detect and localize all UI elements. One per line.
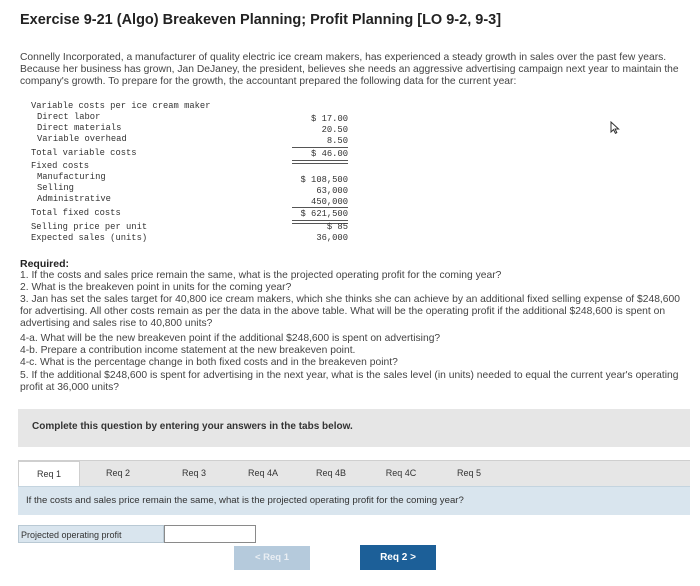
- requirement-item: 4-a. What will be the new breakeven point if the additional $248,600 is spent on advertising?: [20, 333, 441, 344]
- administrative-value: 450,000: [311, 197, 348, 207]
- question-bar: [18, 486, 690, 515]
- selling-label: Selling: [37, 183, 74, 193]
- tab-req-4c[interactable]: Req 4C: [385, 468, 417, 478]
- tab-req-3[interactable]: Req 3: [181, 468, 207, 478]
- requirement-item: 1. If the costs and sales price remain the same, what is the projected operating profit for the coming year?: [20, 270, 502, 281]
- required-heading: Required:: [20, 258, 70, 270]
- requirement-tabs: [18, 460, 690, 486]
- requirement-item: 3. Jan has set the sales target for 40,800 ice cream makers, which she thinks she can achieve by an additional fixed selling expense of $248,600 for advertising. All other costs remain as per the data in the above table. What will be the operating profit if the additional $248,600 is spent on advertising and sales rise to 40,800 units?: [20, 294, 680, 329]
- direct-labor-value: $ 17.00: [311, 114, 348, 124]
- requirement-item: 2. What is the breakeven point in units for the coming year?: [20, 282, 292, 293]
- answer-label: Projected operating profit: [18, 525, 164, 543]
- question-text: If the costs and sales price remain the same, what is the projected operating profit for the coming year?: [26, 495, 464, 506]
- tab-req-2[interactable]: Req 2: [105, 468, 131, 478]
- tab-req-4b[interactable]: Req 4B: [315, 468, 347, 478]
- requirement-item: 5. If the additional $248,600 is spent for advertising in the next year, what is the sales level (in units) needed to equal the current year's operating profit at 36,000 units?: [20, 370, 679, 393]
- variable-overhead-value: 8.50: [326, 136, 348, 146]
- total-fixed-value: $ 621,500: [300, 209, 348, 219]
- prev-req-button[interactable]: < Req 1: [234, 546, 310, 570]
- expected-sales-value: 36,000: [316, 233, 348, 243]
- next-req-button[interactable]: Req 2 >: [360, 545, 436, 570]
- tab-req-1[interactable]: Req 1: [18, 461, 80, 487]
- total-double-rule: [292, 160, 348, 164]
- selling-price-label: Selling price per unit: [31, 222, 148, 232]
- total-variable-value: $ 46.00: [311, 149, 348, 159]
- direct-materials-label: Direct materials: [37, 123, 122, 133]
- intro-paragraph: Connelly Incorporated, a manufacturer of quality electric ice cream makers, has experienced a steady growth in sales over the past few years. Because her business has grown, Jan DeJaney, the president, believes she needs an aggressive advertising campaign next year to maintain the company's growth. To prepare for the growth, the accountant prepared the following data for the current year:: [20, 52, 679, 87]
- direct-materials-value: 20.50: [321, 125, 348, 135]
- total-fixed-label: Total fixed costs: [31, 208, 121, 218]
- subtotal-rule: [292, 147, 348, 148]
- variable-costs-header: Variable costs per ice cream maker: [31, 101, 211, 111]
- selling-value: 63,000: [316, 186, 348, 196]
- manufacturing-label: Manufacturing: [37, 172, 106, 182]
- total-variable-label: Total variable costs: [31, 148, 137, 158]
- instruction-box: [18, 409, 690, 447]
- expected-sales-label: Expected sales (units): [31, 233, 148, 243]
- requirement-item: 4-c. What is the percentage change in both fixed costs and in the breakeven point?: [20, 357, 398, 368]
- requirement-item: 4-b. Prepare a contribution income statement at the new breakeven point.: [20, 345, 356, 356]
- variable-overhead-label: Variable overhead: [37, 134, 127, 144]
- mouse-pointer-icon: [610, 121, 620, 139]
- tab-req-5[interactable]: Req 5: [456, 468, 482, 478]
- fixed-costs-header: Fixed costs: [31, 161, 90, 171]
- selling-price-value: $ 85: [326, 222, 348, 232]
- instruction-text: Complete this question by entering your answers in the tabs below.: [32, 421, 353, 432]
- manufacturing-value: $ 108,500: [300, 175, 348, 185]
- exercise-title: Exercise 9-21 (Algo) Breakeven Planning; Profit Planning [LO 9-2, 9-3]: [20, 12, 502, 28]
- projected-operating-profit-input[interactable]: [164, 525, 256, 543]
- tab-req-4a[interactable]: Req 4A: [247, 468, 279, 478]
- direct-labor-label: Direct labor: [37, 112, 101, 122]
- subtotal-rule: [292, 207, 348, 208]
- administrative-label: Administrative: [37, 194, 111, 204]
